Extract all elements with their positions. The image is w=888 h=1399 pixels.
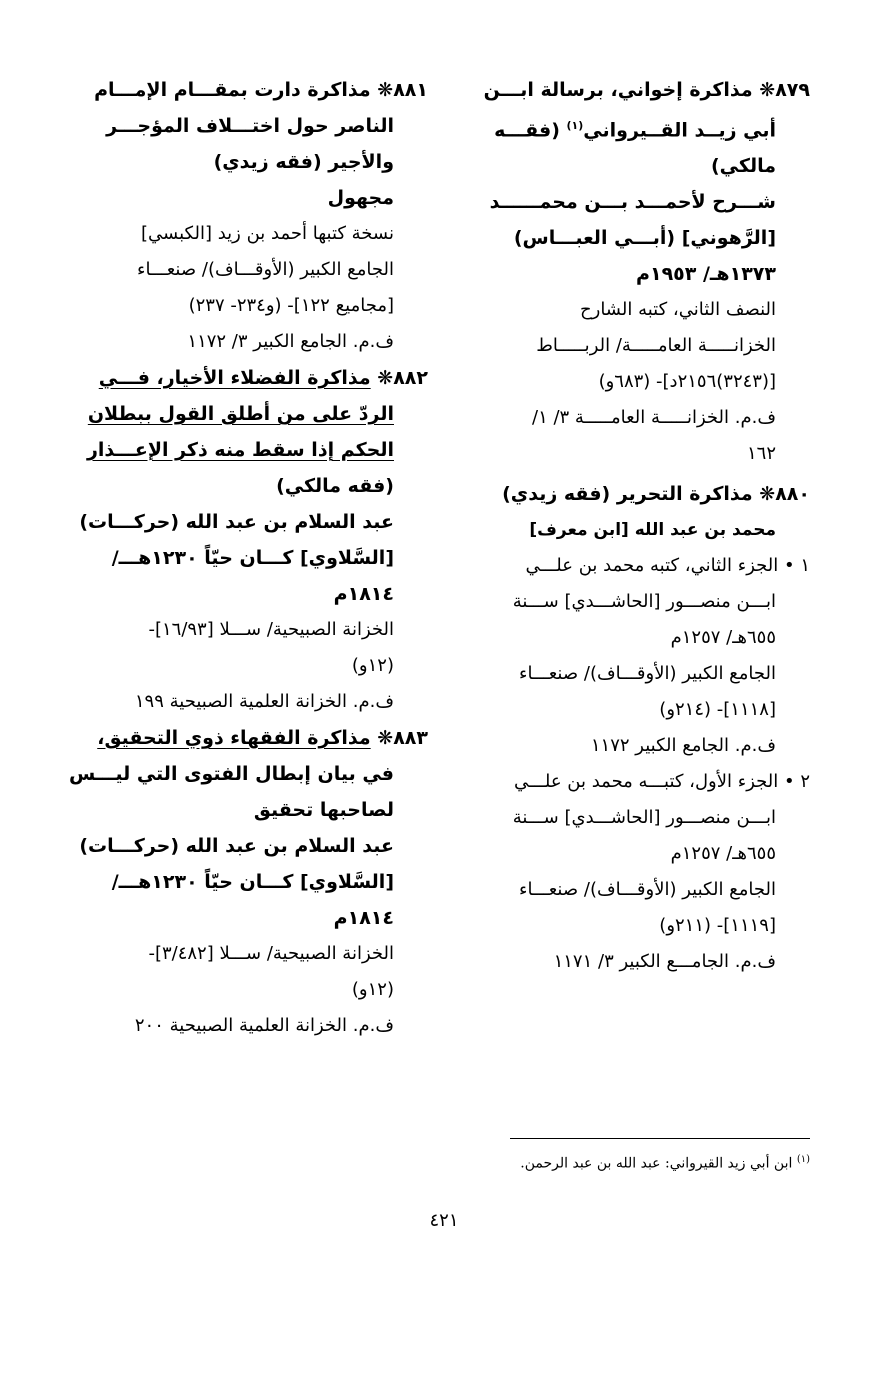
library-location: الجامع الكبير (الأوقـــاف)/ صنعـــاء (518, 879, 776, 901)
footnote-marker: (١) (796, 1154, 810, 1165)
author-date: ١٨١٤م (333, 583, 394, 605)
entry-881 (78, 72, 428, 360)
entry-number: ٨٧٩ (775, 79, 810, 101)
left-column (68, 72, 428, 1044)
author-line: مجهول (327, 187, 394, 209)
entry-title (460, 476, 810, 512)
entry-title (78, 720, 428, 756)
shelfmark: [مجاميع ١٢٢]- (و٢٣٤- ٢٣٧) (188, 295, 394, 316)
entry-number: ٨٨٠ (775, 483, 810, 506)
right-column (460, 72, 810, 980)
shelfmark: [١١١٩]- (٢١١و) (659, 915, 776, 937)
author-line: محمد بن عبد الله [ابن معرف] (529, 520, 776, 541)
library-location: الخزانة الصبيحية/ ســـلا [٣/٤٨٢]- (148, 943, 394, 964)
footnote-ref: (١) (566, 119, 584, 132)
part-number: ٢ • (783, 771, 810, 793)
footnote-divider (510, 1138, 810, 1139)
footnote-text: ابن أبي زيد القيرواني: عبد الله بن عبد الرحمن. (520, 1155, 797, 1172)
shelfmark: [١١١٨]- (٢١٤و) (659, 699, 776, 721)
title-line: والأجير (فقه زيدي) (213, 151, 394, 173)
author-line: [السَّلاوي] كـــان حيّاً ١٢٣٠هـــ/ (111, 871, 394, 893)
commentary-date: ١٣٧٣هـ/ ١٩٥٣م (636, 263, 776, 286)
author-line: [السَّلاوي] كـــان حيّاً ١٢٣٠هـــ/ (111, 547, 394, 569)
part-2 (460, 764, 810, 800)
library-location: الجامع الكبير (الأوقـــاف)/ صنعـــاء (518, 663, 776, 685)
part-date: ٦٥٥هـ/ ١٢٥٧م (670, 627, 776, 649)
star-icon: ❋ (377, 79, 394, 101)
entry-number: ٨٨٢ (393, 367, 428, 389)
entry-880 (460, 476, 810, 980)
entry-title (78, 360, 428, 396)
title-line: أبي زيــد القــيرواني (583, 119, 776, 142)
shelfmark: (١٢و) (351, 655, 394, 676)
part-number: ١ • (783, 555, 810, 577)
commentary-line: شـــرح لأحمـــد بـــن محمــــــد (489, 191, 776, 214)
catalog-ref: ف.م. الجامع الكبير ١١٧٢ (590, 735, 776, 757)
part-date: ٦٥٥هـ/ ١٢٥٧م (670, 843, 776, 865)
part-line: الجزء الأول، كتبـــه محمد بن علـــي (514, 771, 779, 793)
entry-number: ٨٨١ (393, 79, 428, 101)
author-line: عبد السلام بن عبد الله (حركـــات) (79, 835, 394, 857)
entry-883 (68, 720, 428, 1044)
star-icon: ❋ (377, 727, 394, 749)
entry-title (78, 72, 428, 108)
title-line: مذاكرة التحرير (فقه زيدي) (502, 483, 753, 506)
title-line: الناصر حول اختـــلاف المؤجـــر (106, 115, 394, 137)
page-number: ٤٢١ (429, 1210, 459, 1231)
star-icon: ❋ (759, 483, 776, 506)
title-line: مذاكرة الفضلاء الأخيار، فـــي (98, 367, 371, 389)
star-icon: ❋ (759, 79, 776, 101)
title-line: مذاكرة إخواني، برسالة ابـــن (483, 79, 753, 101)
title-line: في بيان إبطال الفتوى التي ليـــس (68, 763, 394, 785)
title-line: مذاكرة الفقهاء ذوي التحقيق، (97, 727, 371, 749)
copy-note: نسخة كتبها أحمد بن زيد [الكبسي] (141, 223, 394, 244)
catalog-ref: ف.م. الخزانـــــة العامـــــة ٣/ ١/ (531, 407, 776, 429)
catalog-ref: ف.م. الجامـــع الكبير ٣/ ١١٧١ (553, 951, 776, 973)
library-location: الخزانة الصبيحية/ ســـلا [١٦/٩٣]- (148, 619, 394, 640)
commentary-line: [الرَّهوني] (أبـــي العبـــاس) (513, 227, 776, 250)
footnote (470, 1150, 810, 1174)
shelfmark: [(٣٢٤٣)٢١٥٦د]- (٦٨٣و) (598, 371, 776, 393)
part-1 (460, 548, 810, 584)
title-line: مالكي) (711, 155, 776, 178)
author-line: عبد السلام بن عبد الله (حركـــات) (79, 511, 394, 533)
part-line: ابـــن منصـــور [الحاشـــدي] ســـنة (512, 807, 776, 829)
catalog-ref: ف.م. الخزانة العلمية الصبيحية ١٩٩ (134, 691, 394, 712)
copy-note: النصف الثاني، كتبه الشارح (580, 299, 776, 321)
entry-title (460, 72, 810, 108)
title-line: الحكم إذا سقط منه ذكر الإعـــذار (86, 439, 394, 461)
catalog-ref: ف.م. الجامع الكبير ٣/ ١١٧٢ (187, 331, 394, 352)
shelfmark: (١٢و) (351, 979, 394, 1000)
part-line: ابـــن منصـــور [الحاشـــدي] ســـنة (512, 591, 776, 613)
part-line: الجزء الثاني، كتبه محمد بن علـــي (525, 555, 779, 577)
title-line: الردّ على من أطلق القول ببطلان (87, 403, 394, 425)
title-line: مذاكرة دارت بمقـــام الإمـــام (94, 79, 371, 101)
entry-882 (78, 360, 428, 720)
entry-879 (460, 72, 810, 472)
title-tag: (فقه مالكي) (276, 475, 394, 497)
library-location: الجامع الكبير (الأوقـــاف)/ صنعـــاء (136, 259, 394, 280)
star-icon: ❋ (377, 367, 394, 389)
catalog-ref-cont: ١٦٢ (746, 443, 776, 465)
title-line: (فقـــه (494, 119, 567, 142)
library-location: الخزانـــــة العامـــــة/ الربـــــاط (536, 335, 776, 357)
entry-number: ٨٨٣ (393, 727, 428, 749)
author-date: ١٨١٤م (333, 907, 394, 929)
title-line: لصاحبها تحقيق (253, 799, 394, 821)
catalog-ref: ف.م. الخزانة العلمية الصبيحية ٢٠٠ (134, 1015, 394, 1036)
